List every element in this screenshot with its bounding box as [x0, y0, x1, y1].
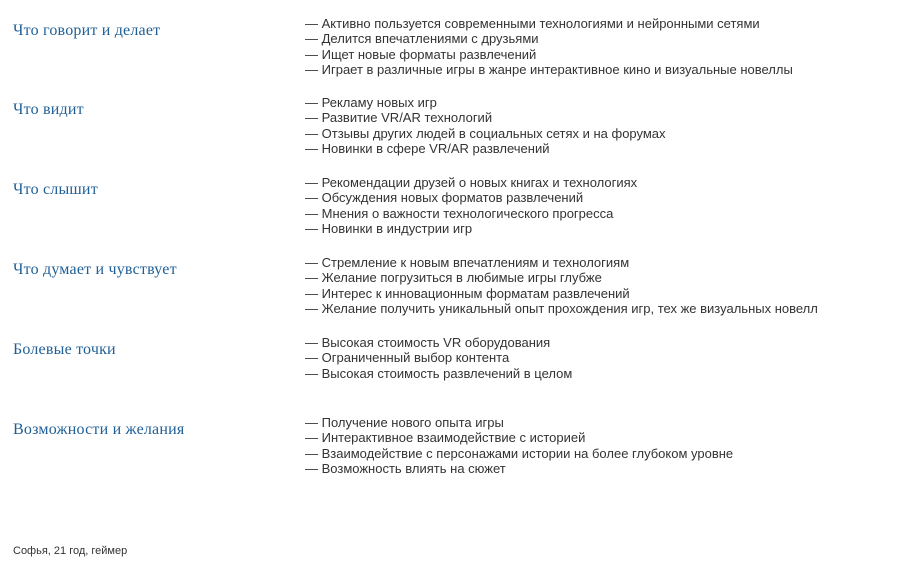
section-list [305, 16, 793, 77]
list-item: — Высокая стоимость развлечений в целом [305, 366, 572, 381]
list-item: — Стремление к новым впечатлениям и технологиям [305, 255, 818, 270]
section-title: Что говорит и делает [13, 22, 161, 39]
list-item: — Играет в различные игры в жанре интерактивное кино и визуальные новеллы [305, 62, 793, 77]
section-title: Что думает и чувствует [13, 261, 177, 278]
section-title: Болевые точки [13, 341, 116, 358]
list-item: — Развитие VR/AR технологий [305, 110, 666, 125]
list-item: — Возможность влиять на сюжет [305, 461, 733, 476]
list-item: — Высокая стоимость VR оборудования [305, 335, 572, 350]
list-item: — Новинки в сфере VR/AR развлечений [305, 141, 666, 156]
list-item: — Интерактивное взаимодействие с историей [305, 430, 733, 445]
section-list [305, 95, 666, 156]
list-item: — Обсуждения новых форматов развлечений [305, 190, 637, 205]
list-item: — Интерес к инновационным форматам развлечений [305, 286, 818, 301]
list-item: — Новинки в индустрии игр [305, 221, 637, 236]
section-list [305, 175, 637, 236]
list-item: — Ограниченный выбор контента [305, 350, 572, 365]
section-title: Возможности и желания [13, 421, 185, 438]
list-item: — Активно пользуется современными технологиями и нейронными сетями [305, 16, 793, 31]
list-item: — Ищет новые форматы развлечений [305, 47, 793, 62]
section-list [305, 255, 818, 316]
section-list [305, 415, 733, 476]
list-item: — Мнения о важности технологического прогресса [305, 206, 637, 221]
list-item: — Желание погрузиться в любимые игры глубже [305, 270, 818, 285]
list-item: — Делится впечатлениями с друзьями [305, 31, 793, 46]
list-item: — Желание получить уникальный опыт прохождения игр, тех же визуальных новелл [305, 301, 818, 316]
list-item: — Рекламу новых игр [305, 95, 666, 110]
section-title: Что видит [13, 101, 84, 118]
list-item: — Взаимодействие с персонажами истории на более глубоком уровне [305, 446, 733, 461]
list-item: — Отзывы других людей в социальных сетях и на форумах [305, 126, 666, 141]
persona-caption: Софья, 21 год, геймер [13, 545, 128, 557]
section-list [305, 335, 572, 381]
list-item: — Получение нового опыта игры [305, 415, 733, 430]
section-title: Что слышит [13, 181, 98, 198]
list-item: — Рекомендации друзей о новых книгах и технологиях [305, 175, 637, 190]
